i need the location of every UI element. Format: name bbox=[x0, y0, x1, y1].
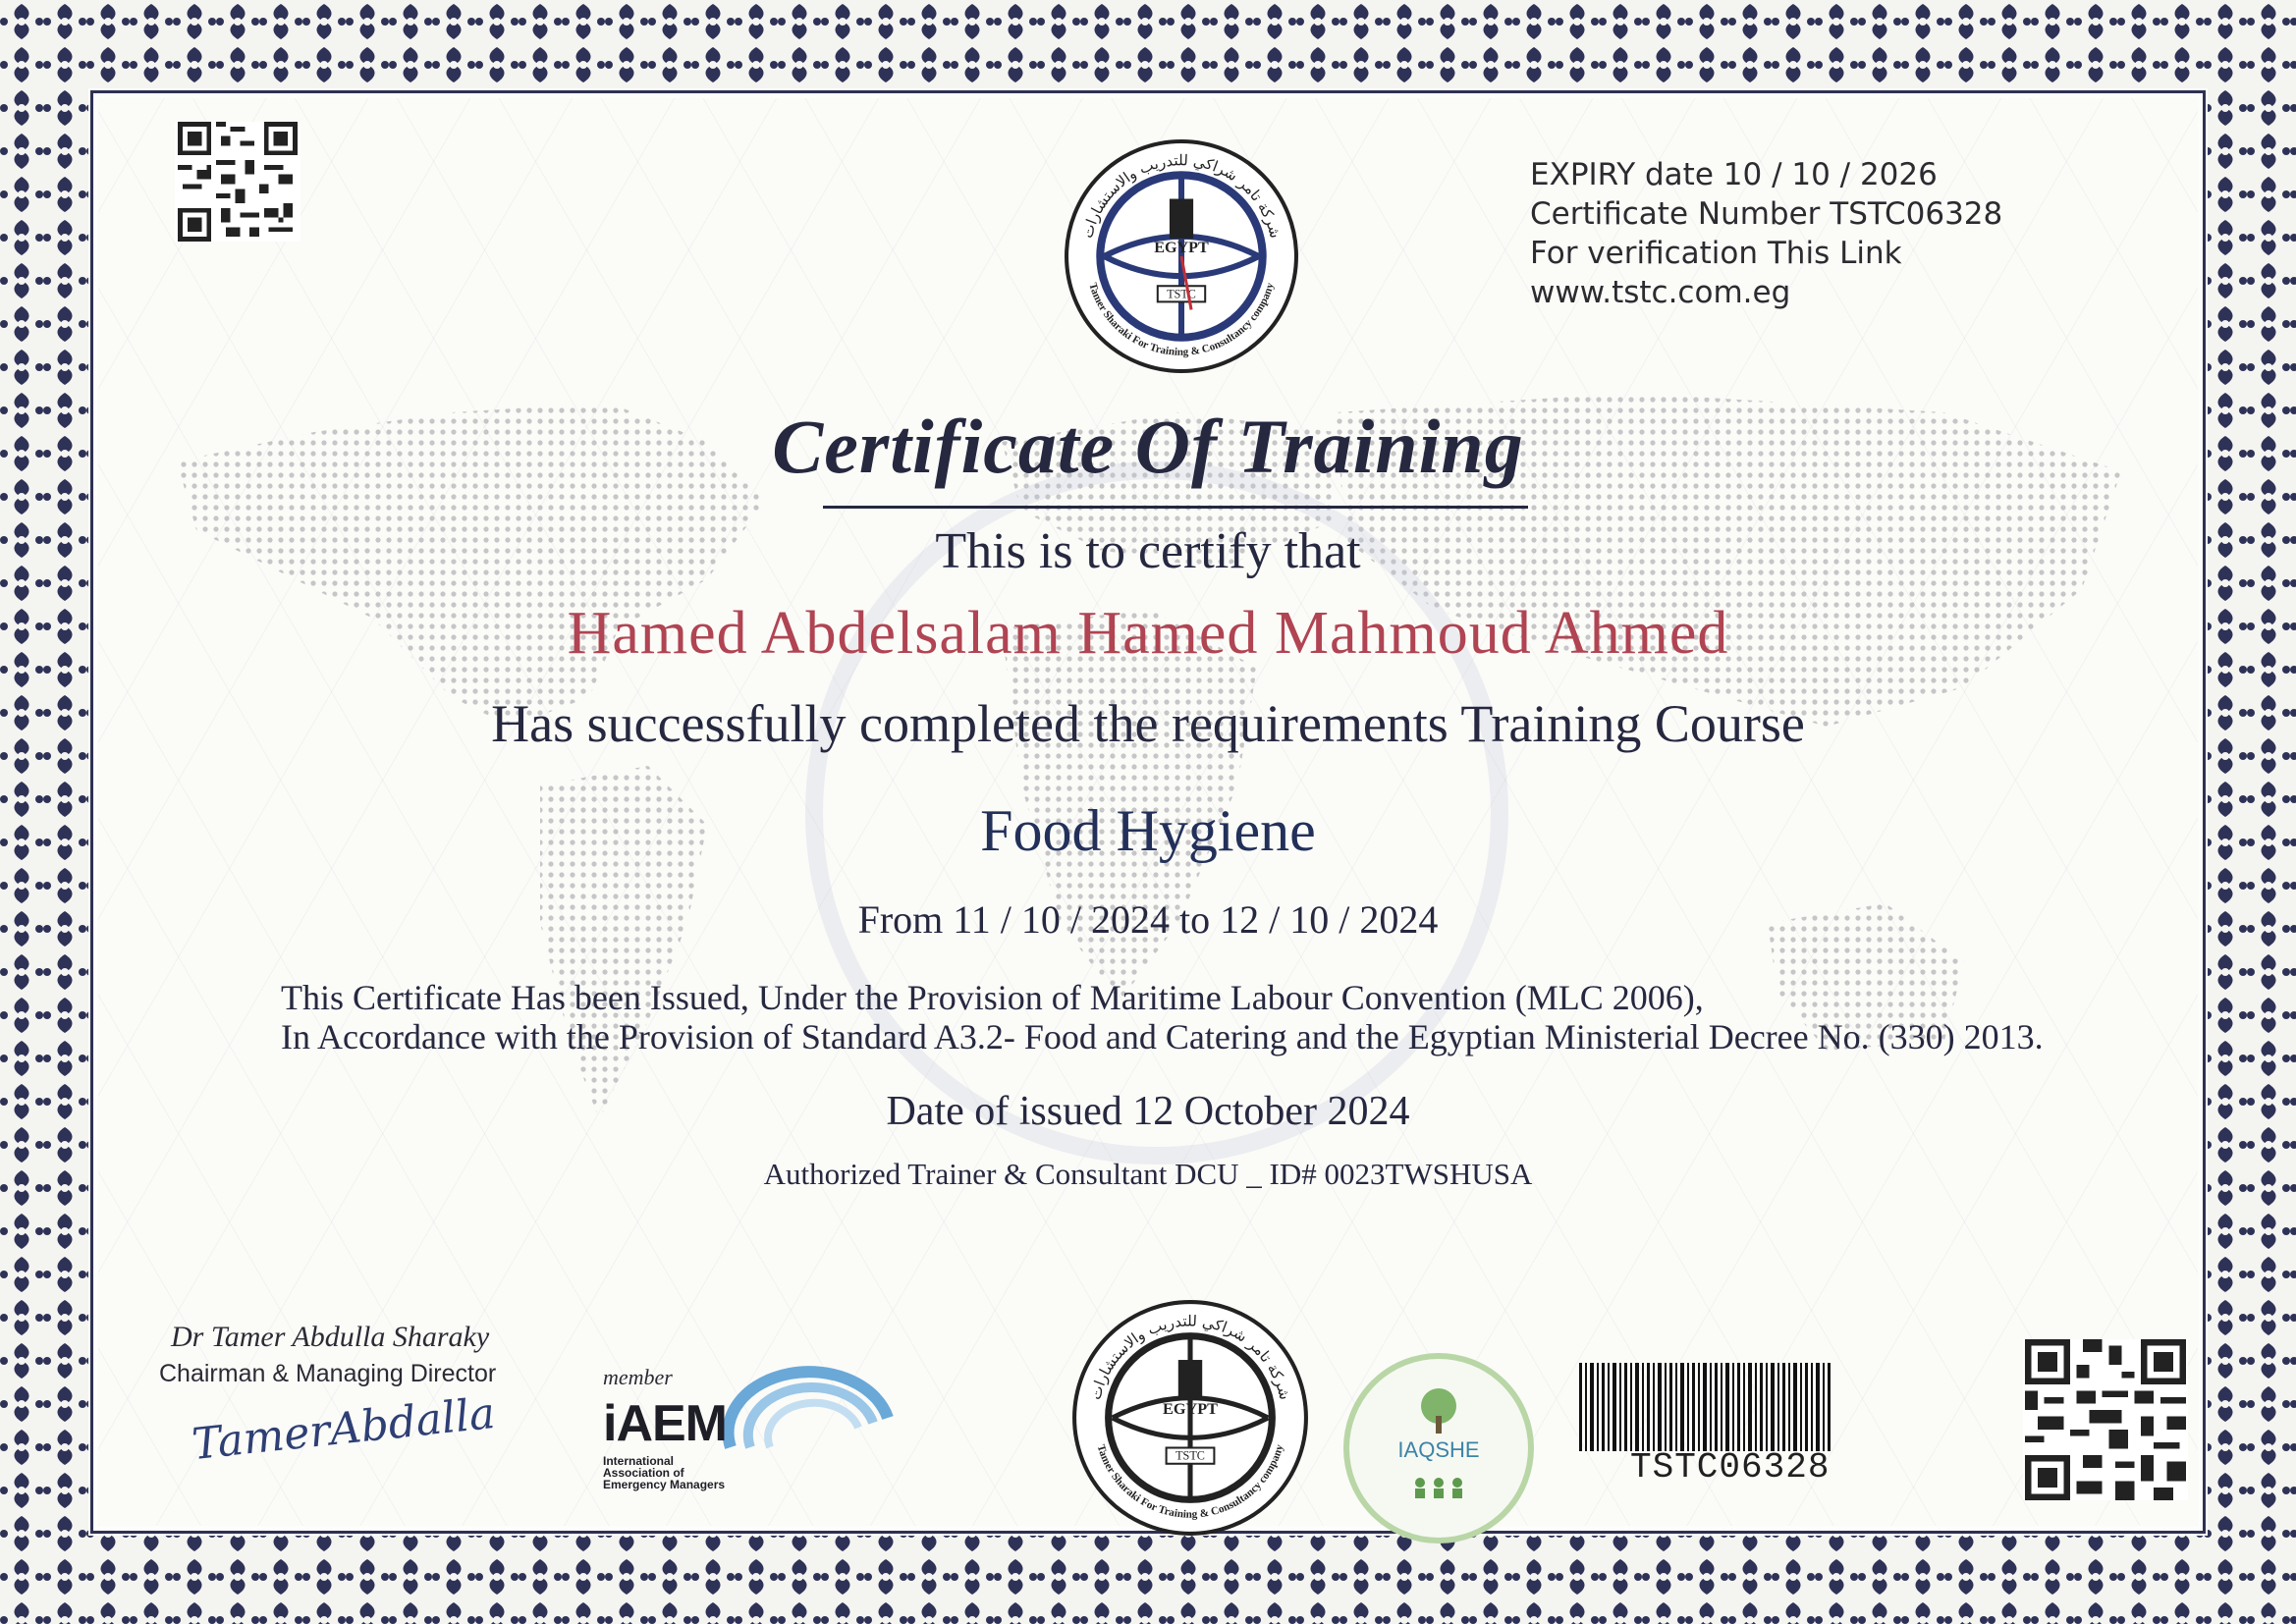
seal-arabic-text: شركة تامر شراكي للتدريب والاستشارات bbox=[1078, 151, 1285, 241]
tree-icon bbox=[1410, 1386, 1467, 1435]
course-dates: From 11 / 10 / 2024 to 12 / 10 / 2024 bbox=[857, 897, 1439, 942]
iaem-logo bbox=[603, 1365, 888, 1492]
seal-bottom-arabic-text: شركة تامر شراكي للتدريب والاستشارات bbox=[1086, 1312, 1294, 1402]
completed-line: Has successfully completed the requirements Training Course bbox=[491, 694, 1805, 753]
chairman-name: Dr Tamer Abdulla Sharaky bbox=[171, 1321, 490, 1353]
seal-abbrev: TSTC bbox=[1167, 287, 1196, 301]
verification-text: For verification This Link bbox=[1530, 236, 1902, 271]
seal-english-text: Tamer Sharaki For Training & Consultancy company bbox=[1086, 281, 1277, 358]
certificate-number: Certificate Number TSTC06328 bbox=[1530, 196, 2003, 232]
barcode bbox=[1579, 1363, 1832, 1451]
iaem-subtitle-line-1: International bbox=[603, 1454, 675, 1468]
issue-date: Date of issued 12 October 2024 bbox=[886, 1089, 1410, 1134]
iaoshe-badge bbox=[1343, 1353, 1534, 1543]
trainer-line: Authorized Trainer & Consultant DCU _ ID# 0023TWSHUSA bbox=[763, 1157, 1533, 1191]
provision-text bbox=[281, 978, 2044, 1056]
seal-bottom-country: EGYPT bbox=[1163, 1399, 1218, 1418]
provision-line-1: This Certificate Has been Issued, Under the Provision of Maritime Labour Convention (MLC 2006), bbox=[281, 978, 1704, 1017]
iaoshe-label: IAQSHE bbox=[1397, 1437, 1480, 1462]
provision-line-2: In Accordance with the Provision of Standard A3.2- Food and Catering and the Egyptian Ministerial Decree No. (330) 2013. bbox=[281, 1017, 2044, 1056]
seal-bottom-english-text: Tamer Sharaki For Training & Consultancy company bbox=[1094, 1442, 1286, 1521]
iaem-subtitle-line-3: Emergency Managers bbox=[603, 1478, 726, 1491]
iaem-subtitle-line-2: Association of bbox=[603, 1466, 684, 1480]
title-underline bbox=[823, 506, 1528, 509]
iaem-subtitle bbox=[603, 1455, 725, 1490]
seal-bottom-abbrev: TSTC bbox=[1175, 1448, 1205, 1463]
seal-country: EGYPT bbox=[1154, 239, 1209, 256]
verification-link[interactable]: www.tstc.com.eg bbox=[1530, 275, 1791, 310]
barcode-number: TSTC06328 bbox=[1630, 1447, 1831, 1488]
certificate-info-block bbox=[1530, 155, 2002, 312]
qr-code-top bbox=[175, 122, 301, 242]
qr-code-bottom bbox=[2023, 1339, 2188, 1500]
recipient-name: Hamed Abdelsalam Hamed Mahmoud Ahmed bbox=[567, 600, 1729, 667]
course-name: Food Hygiene bbox=[980, 798, 1316, 863]
expiry-date: EXPIRY date 10 / 10 / 2026 bbox=[1530, 157, 1938, 192]
chairman-signature: TamerAbdalla bbox=[190, 1387, 498, 1471]
chairman-title: Chairman & Managing Director bbox=[159, 1360, 497, 1387]
tstc-seal-top bbox=[1063, 137, 1300, 375]
tstc-seal-bottom bbox=[1070, 1298, 1310, 1538]
iaem-waves-icon bbox=[711, 1359, 898, 1457]
certify-line: This is to certify that bbox=[935, 523, 1361, 579]
certificate-title: Certificate Of Training bbox=[772, 404, 1524, 489]
people-icon bbox=[1408, 1475, 1469, 1500]
iaem-member-label: member bbox=[603, 1365, 673, 1389]
iaem-wordmark: iAEM bbox=[603, 1395, 727, 1452]
